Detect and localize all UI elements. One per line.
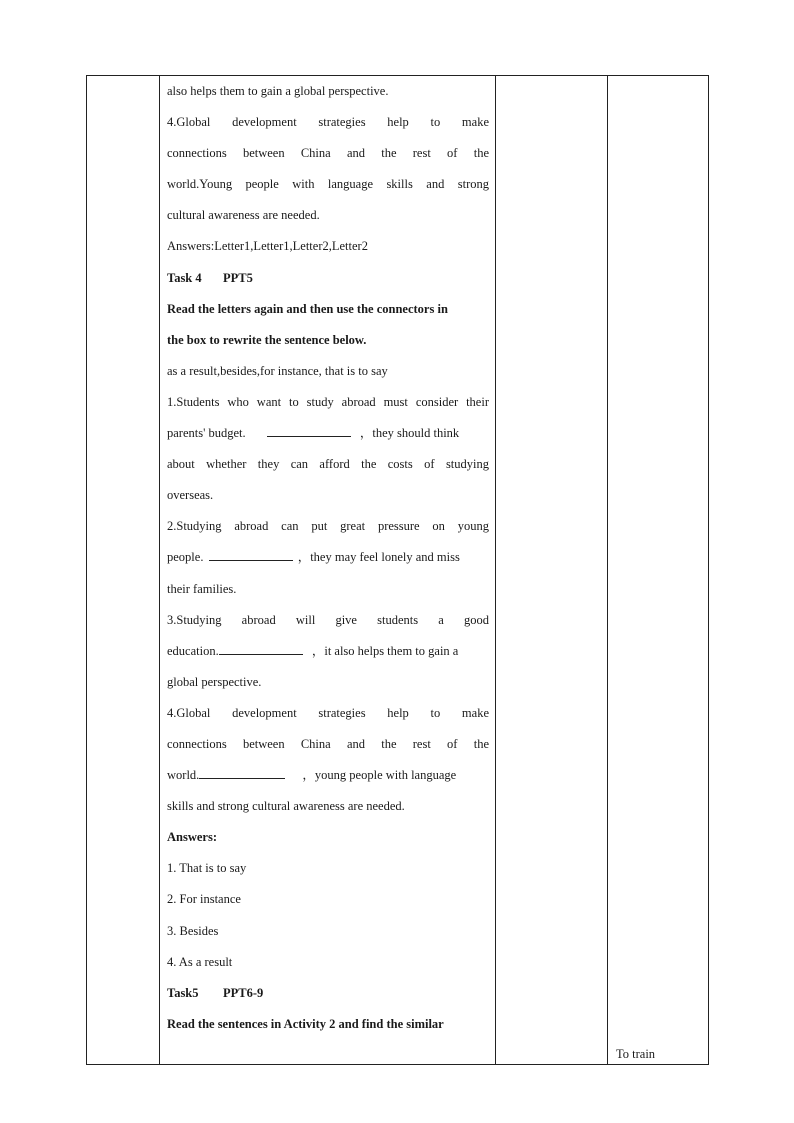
activity-content bbox=[160, 76, 495, 1040]
text-line: connections between China and the rest of the bbox=[167, 736, 489, 751]
text-segment: people. bbox=[167, 550, 204, 565]
answers-heading: Answers: bbox=[167, 830, 217, 845]
text-line: cultural awareness are needed. bbox=[167, 208, 320, 223]
fill-blank-line bbox=[167, 418, 489, 449]
fill-blank-line bbox=[167, 636, 489, 667]
fill-blank-line bbox=[167, 760, 489, 791]
text-line: skills and strong cultural awareness are needed. bbox=[167, 799, 405, 814]
text-segment: world. bbox=[167, 768, 200, 783]
step-column-cell bbox=[87, 76, 160, 1065]
purpose-cell bbox=[608, 76, 709, 1065]
answer-item: 2. For instance bbox=[167, 892, 241, 907]
answer-item: 3. Besides bbox=[167, 923, 219, 938]
task-4-ppt-ref: PPT5 bbox=[223, 270, 253, 285]
text-line: their families. bbox=[167, 581, 237, 596]
lesson-plan-table bbox=[86, 75, 709, 1065]
task-5-instruction: Read the sentences in Activity 2 and find the similar bbox=[167, 1016, 444, 1031]
text-segment: ，young people with language bbox=[302, 768, 457, 783]
text-line: 2.Studying abroad can put great pressure on young bbox=[167, 519, 489, 534]
task-4-label: Task 4 bbox=[167, 270, 202, 285]
task-4-heading bbox=[167, 263, 489, 294]
text-line: also helps them to gain a global perspective. bbox=[167, 84, 389, 98]
answers-line: Answers:Letter1,Letter1,Letter2,Letter2 bbox=[167, 239, 368, 254]
answer-item: 1. That is to say bbox=[167, 861, 247, 876]
fill-blank-line bbox=[167, 542, 489, 573]
task-5-label: Task5 bbox=[167, 985, 199, 1000]
text-line: 1.Students who want to study abroad must consider their bbox=[167, 394, 489, 409]
answer-blank bbox=[267, 424, 351, 437]
answer-blank bbox=[209, 548, 293, 561]
text-segment: education. bbox=[167, 643, 219, 658]
text-line: global perspective. bbox=[167, 674, 262, 689]
text-line: 4.Global development strategies help to make bbox=[167, 115, 489, 130]
text-segment: ，they may feel lonely and miss bbox=[297, 550, 460, 565]
purpose-column bbox=[608, 76, 708, 1064]
text-line: about whether they can afford the costs of studying bbox=[167, 457, 489, 472]
text-segment: parents' budget. bbox=[167, 426, 246, 441]
text-segment: ，it also helps them to gain a bbox=[311, 643, 459, 658]
student-activity-cell bbox=[496, 76, 608, 1065]
connector-box-text: as a result,besides,for instance, that is to say bbox=[167, 363, 388, 378]
task-5-ppt-ref: PPT6-9 bbox=[223, 985, 264, 1000]
answer-blank bbox=[199, 766, 285, 779]
text-line: 3.Studying abroad will give students a good bbox=[167, 612, 489, 627]
task-5-heading bbox=[167, 978, 489, 1009]
task-4-instruction: the box to rewrite the sentence below. bbox=[167, 332, 367, 347]
text-line: connections between China and the rest of the bbox=[167, 146, 489, 161]
purpose-note: To train bbox=[616, 1047, 656, 1061]
text-line: world.Young people with language skills and strong bbox=[167, 177, 489, 192]
answer-blank bbox=[219, 642, 303, 655]
text-segment: ，they should think bbox=[359, 426, 460, 441]
text-line: 4.Global development strategies help to make bbox=[167, 705, 489, 720]
text-line: overseas. bbox=[167, 488, 214, 503]
answer-item: 4. As a result bbox=[167, 954, 233, 969]
task-4-instruction: Read the letters again and then use the connectors in bbox=[167, 301, 448, 316]
activity-content-cell bbox=[160, 76, 496, 1065]
